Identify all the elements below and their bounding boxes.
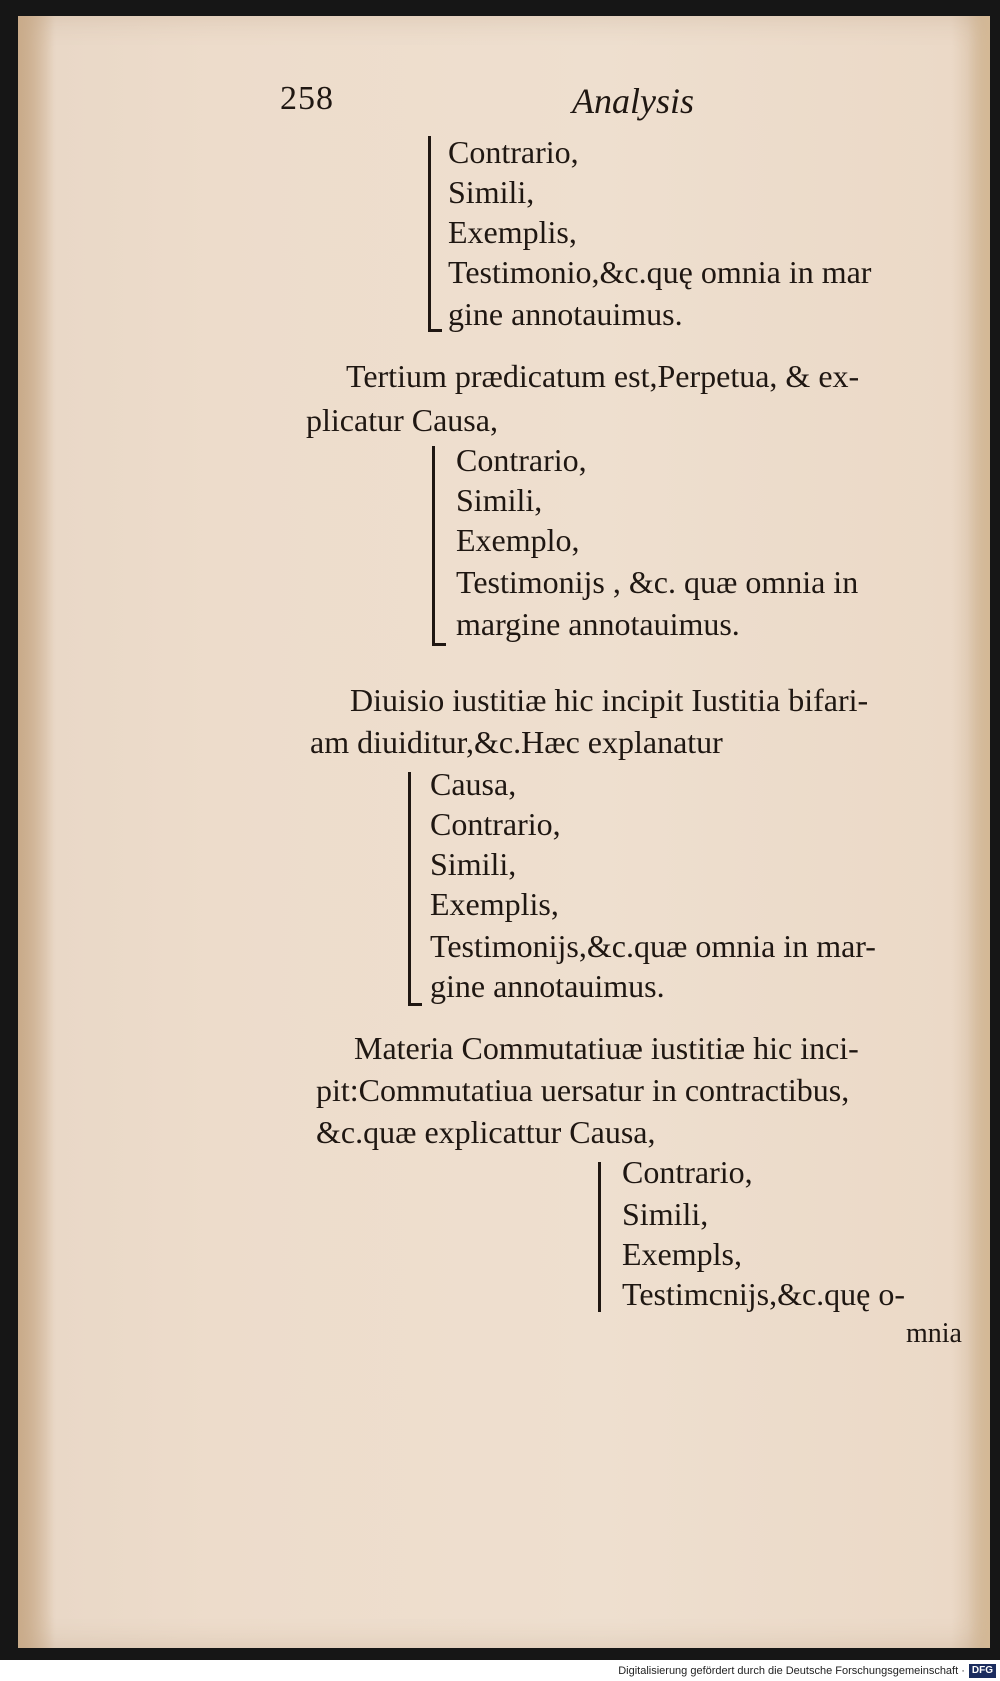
block1-item: Simili, [448,174,535,210]
brace-block-4 [598,1162,609,1312]
para3-line: am diuiditur,&c.Hæc explanatur [310,724,723,760]
block2-item: margine annotauimus. [456,606,740,642]
block4-item: Simili, [622,1196,709,1232]
block3-item: Causa, [430,766,517,802]
page-edge [968,16,990,1648]
block3-item: Simili, [430,846,517,882]
block2-item: Simili, [456,482,543,518]
block4-item: Contrario, [622,1154,753,1190]
block1-item: Testimonio,&c.quę omnia in mar [448,254,872,290]
block1-item: Exemplis, [448,214,577,250]
brace-block-2 [432,446,443,644]
block3-item: Testimonijs,&c.quæ omnia in mar- [430,928,876,964]
digitization-credit [0,1662,996,1681]
page-gutter [18,16,54,1648]
para2-line: Tertium prædicatum est,Perpetua, & ex- [346,358,860,394]
para4-line: Materia Commutatiuæ iustitiæ hic inci- [354,1030,859,1066]
block3-item: Exemplis, [430,886,559,922]
block1-item: Contrario, [448,134,579,170]
block2-item: Contrario, [456,442,587,478]
block2-item: Exemplo, [456,522,580,558]
running-head: Analysis [572,81,694,121]
para4-line: &c.quæ explicattur Causa, [316,1114,656,1150]
para2-line: plicatur Causa, [306,402,498,438]
para3-line: Diuisio iustitiæ hic incipit Iustitia bifari- [350,682,869,718]
block4-item: Testimcnijs,&c.quę o- [622,1276,906,1312]
credit-text: Digitalisierung gefördert durch die Deutsche Forschungsgemeinschaft · [618,1665,965,1677]
block1-item: gine annotauimus. [448,296,683,332]
block4-item: Exempls, [622,1236,742,1272]
page-number: 258 [280,80,334,117]
block2-item: Testimonijs , &c. quæ omnia in [456,564,859,600]
dfg-logo: DFG [969,1664,996,1678]
block3-item: gine annotauimus. [430,968,665,1004]
catchword: mnia [906,1318,962,1349]
brace-block-3 [408,772,419,1004]
brace-block-1 [428,136,439,330]
para4-line: pit:Commutatiua uersatur in contractibus, [316,1072,850,1108]
block3-item: Contrario, [430,806,561,842]
